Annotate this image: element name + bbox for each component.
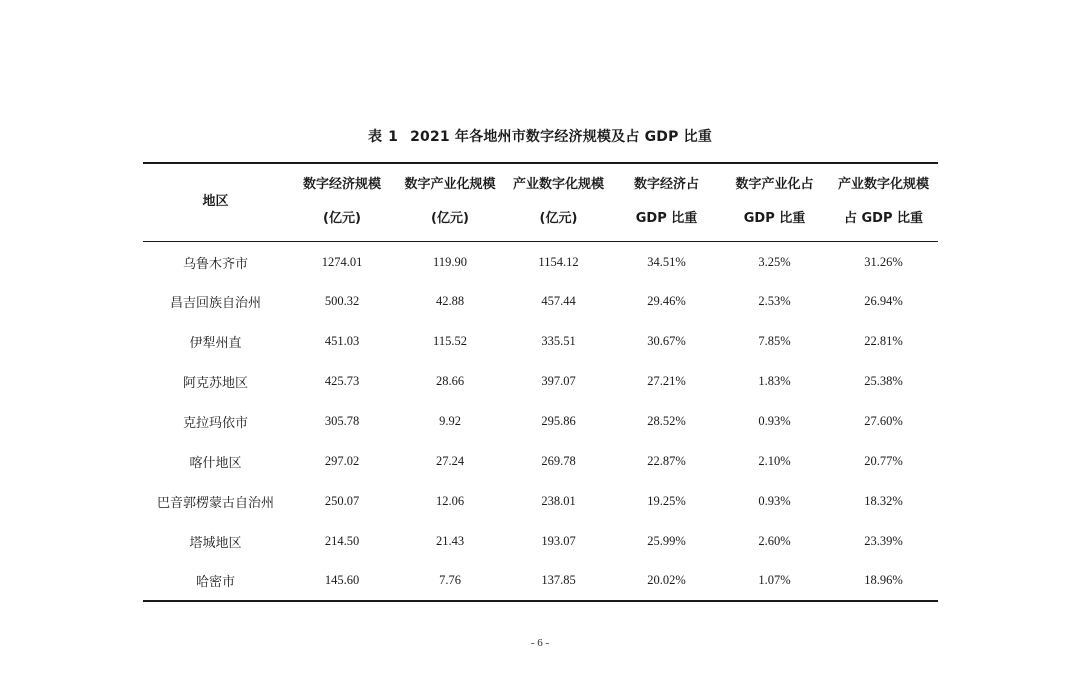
cell-industrial-digitalization: 1154.12 [538, 254, 579, 269]
header-di-gdp-share: 数字产业化占 GDP 比重 [735, 177, 814, 227]
cell-id-gdp-share: 22.81% [864, 333, 903, 348]
table-row [143, 441, 938, 481]
cell-de-gdp-share: 30.67% [647, 333, 686, 348]
cell-industrial-digitalization: 269.78 [541, 453, 576, 468]
header-digital-economy: 数字经济规模 (亿元) [302, 177, 381, 227]
cell-digital-economy: 145.60 [324, 573, 360, 587]
cell-digital-economy: 500.32 [324, 293, 360, 308]
cell-region: 喀什地区 [189, 455, 242, 471]
cell-region: 克拉玛依市 [182, 415, 248, 431]
table-row [143, 521, 938, 561]
cell-de-gdp-share: 25.99% [647, 533, 686, 548]
cell-di-gdp-share: 2.53% [758, 293, 791, 308]
cell-digital-industrialization: 42.88 [435, 293, 465, 308]
cell-digital-industrialization: 21.43 [435, 533, 465, 548]
cell-id-gdp-share: 26.94% [864, 293, 903, 308]
header-id-gdp-share: 产业数字化规模 占 GDP 比重 [837, 177, 929, 227]
cell-region: 哈密市 [195, 575, 235, 590]
cell-di-gdp-share: 2.10% [758, 453, 791, 468]
cell-di-gdp-share: 0.93% [758, 493, 791, 508]
cell-region: 乌鲁木齐市 [182, 256, 248, 272]
data-table [143, 162, 938, 602]
cell-id-gdp-share: 23.39% [864, 533, 903, 548]
cell-di-gdp-share: 0.93% [758, 413, 791, 428]
cell-industrial-digitalization: 295.86 [541, 413, 576, 428]
cell-de-gdp-share: 29.46% [647, 293, 686, 308]
cell-industrial-digitalization: 238.01 [541, 493, 576, 508]
table-row [143, 561, 938, 601]
cell-id-gdp-share: 20.77% [864, 453, 903, 468]
table-body [143, 241, 938, 601]
cell-di-gdp-share: 3.25% [758, 254, 791, 269]
header-de-gdp-share: 数字经济占 GDP 比重 [633, 177, 699, 227]
cell-digital-economy: 1274.01 [321, 254, 363, 269]
cell-de-gdp-share: 20.02% [647, 573, 686, 587]
cell-di-gdp-share: 7.85% [758, 333, 791, 348]
cell-digital-industrialization: 28.66 [435, 373, 465, 388]
cell-digital-industrialization: 9.92 [439, 413, 461, 428]
cell-id-gdp-share: 31.26% [864, 254, 903, 269]
cell-de-gdp-share: 34.51% [647, 254, 686, 269]
table-header [143, 163, 938, 241]
caption-number: 1 [388, 129, 399, 145]
cell-digital-industrialization: 7.76 [439, 573, 461, 587]
table-row [143, 241, 938, 281]
cell-industrial-digitalization: 193.07 [541, 533, 576, 548]
cell-id-gdp-share: 27.60% [864, 413, 903, 428]
cell-digital-economy: 297.02 [324, 453, 360, 468]
page-number: - 6 - [530, 637, 550, 649]
cell-region: 伊犁州直 [189, 335, 242, 351]
cell-digital-economy: 214.50 [324, 533, 360, 548]
cell-di-gdp-share: 1.83% [758, 373, 791, 388]
table-row [143, 281, 938, 321]
cell-di-gdp-share: 1.07% [758, 573, 791, 587]
table-row [143, 401, 938, 441]
cell-de-gdp-share: 28.52% [647, 413, 686, 428]
cell-de-gdp-share: 19.25% [647, 493, 686, 508]
header-digital-industrialization: 数字产业化规模 (亿元) [404, 177, 496, 227]
cell-region: 巴音郭楞蒙古自治州 [156, 495, 274, 511]
caption-title: 2021 年各地州市数字经济规模及占 GDP 比重 [410, 129, 713, 145]
cell-digital-economy: 425.73 [324, 373, 360, 388]
header-region: 地区 [202, 194, 229, 210]
table-row [143, 481, 938, 521]
cell-de-gdp-share: 22.87% [647, 453, 686, 468]
cell-digital-industrialization: 12.06 [435, 493, 465, 508]
header-row [143, 163, 938, 241]
table-caption [0, 126, 1080, 146]
cell-digital-industrialization: 119.90 [433, 254, 467, 269]
caption-label: 表 [367, 129, 383, 145]
cell-region: 阿克苏地区 [182, 375, 248, 391]
cell-industrial-digitalization: 137.85 [541, 573, 576, 587]
cell-id-gdp-share: 18.32% [864, 493, 903, 508]
cell-industrial-digitalization: 457.44 [541, 293, 576, 308]
header-industrial-digitalization: 产业数字化规模 (亿元) [512, 177, 604, 227]
cell-digital-economy: 451.03 [324, 333, 360, 348]
cell-digital-economy: 250.07 [324, 493, 360, 508]
cell-di-gdp-share: 2.60% [758, 533, 791, 548]
cell-industrial-digitalization: 397.07 [541, 373, 576, 388]
cell-region: 昌吉回族自治州 [169, 295, 261, 311]
cell-industrial-digitalization: 335.51 [541, 333, 576, 348]
cell-id-gdp-share: 25.38% [864, 373, 903, 388]
cell-digital-industrialization: 27.24 [435, 453, 465, 468]
cell-digital-industrialization: 115.52 [433, 333, 467, 348]
cell-digital-economy: 305.78 [324, 413, 360, 428]
cell-id-gdp-share: 18.96% [864, 573, 903, 587]
cell-de-gdp-share: 27.21% [647, 373, 686, 388]
cell-region: 塔城地区 [189, 535, 242, 551]
table-row [143, 361, 938, 401]
table-row [143, 321, 938, 361]
